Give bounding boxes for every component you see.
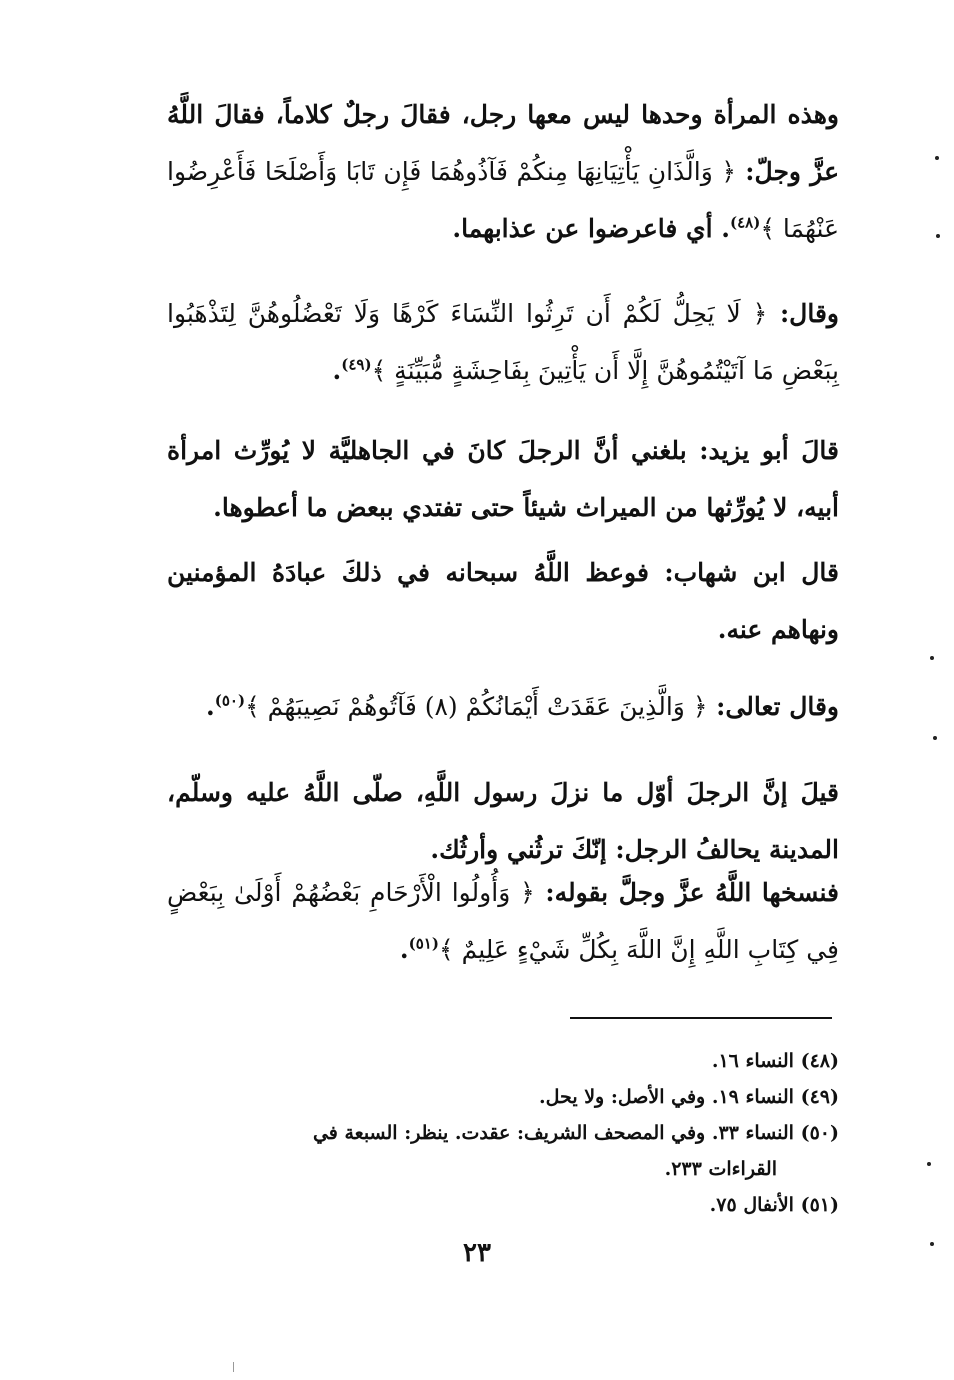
footnote-text: القراءات ٢٣٣.: [664, 1158, 777, 1180]
body-text: وهذه المرأة وحدها ليس معها رجل، فقالَ رجلٌ كلاماً، فقالَ اللَّهُ عزَّ وجلّ:: [167, 100, 840, 186]
footnote-48: [167, 1044, 839, 1078]
ornate-bracket: ﴿: [752, 299, 768, 328]
paragraph-6: [167, 764, 839, 878]
footnote-number: (٥١): [800, 1194, 839, 1216]
ornate-bracket: ﴾: [245, 692, 260, 721]
paragraph-2: [167, 285, 839, 399]
footnote-text: النساء ١٦.: [711, 1050, 794, 1072]
footnote-reference: (٥١): [408, 934, 439, 953]
footnote-reference: (٤٨): [729, 213, 761, 232]
scan-speck: [933, 736, 937, 740]
body-text: قيلَ إنَّ الرجلَ أوّل ما نزلَ رسول اللَّهِ، صلّى اللَّهُ عليه وسلّم، المدينة يحالفُ الرجل: إنّكَ ترثُني وأرثُك.: [167, 778, 839, 864]
footnote-reference: (٤٩): [341, 355, 372, 374]
footnote-text: الأنفال ٧٥.: [709, 1194, 794, 1216]
footnote-51: [167, 1188, 839, 1222]
body-text: .: [399, 935, 409, 964]
footnote-number: (٤٩): [800, 1086, 839, 1108]
body-text: . أي فاعرضوا عن عذابهما.: [452, 214, 730, 243]
quran-verse: وَالَّذَانِ يَأْتِيَانِهَا مِنكُمْ فَآذُوهُمَا فَإِن تَابَا وَأَصْلَحَا فَأَعْرِضُوا عَنْهُمَا: [167, 157, 839, 243]
body-text: فنسخها اللَّهُ عزَّ وجلَّ بقوله:: [534, 878, 839, 907]
scan-speck: [936, 234, 940, 238]
body-text: وقال تعالى:: [707, 692, 839, 721]
paragraph-5: [167, 678, 839, 735]
footnote-text: النساء ١٩. وفي الأصل: ولا يحل.: [539, 1086, 794, 1108]
ornate-bracket: ﴾: [760, 214, 775, 243]
body-text: قال ابن شهاب: فوعظ اللَّهُ سبحانه في ذلكَ عبادَهُ المؤمنين ونهاهم عنه.: [167, 558, 839, 644]
footnote-49: [167, 1080, 839, 1114]
ornate-bracket: ﴿: [721, 157, 736, 186]
body-text: قالَ أبو يزيد: بلغني أنَّ الرجلَ كانَ في الجاهليَّة لا يُورِّث امرأة أبيه، لا يُورِّثها من الميراث شيئاً حتى تفتدي ببعض ما أعطوها.: [167, 436, 839, 522]
footnote-50: [167, 1116, 839, 1150]
footnote-number: (٥٠): [800, 1122, 839, 1144]
ornate-bracket: ﴾: [371, 356, 387, 385]
scan-speck: [927, 1162, 931, 1166]
quran-verse: وَالَّذِينَ عَقَدَتْ أَيْمَانُكُمْ (٨) فَآتُوهُمْ نَصِيبَهُمْ: [259, 692, 693, 721]
footnote-text: النساء ٣٣. وفي المصحف الشريف: عقدت. ينظر: السبعة في: [312, 1122, 794, 1144]
scan-speck: [930, 656, 934, 660]
scan-speck: [935, 156, 939, 160]
paragraph-4: [167, 544, 839, 658]
body-text: وقال:: [767, 299, 839, 328]
footnote-number: (٤٨): [800, 1050, 839, 1072]
body-text: .: [206, 692, 215, 721]
page-number: ٢٣: [463, 1238, 491, 1268]
footnote-reference: (٥٠): [214, 691, 246, 710]
paragraph-7: [167, 864, 839, 978]
ornate-bracket: ﴿: [692, 692, 708, 721]
footnote-50-continuation: [167, 1152, 839, 1186]
body-text: .: [332, 356, 342, 385]
ornate-bracket: ﴾: [438, 935, 454, 964]
scan-speck: [930, 1242, 934, 1246]
paragraph-3: [167, 422, 839, 536]
footnote-separator: [570, 1017, 832, 1019]
paragraph-1: [167, 86, 839, 257]
quran-verse: لَا يَحِلُّ لَكُمْ أَن تَرِثُوا النِّسَاءَ كَرْهًا وَلَا تَعْضُلُوهُنَّ لِتَذْهَبُوا بِبَعْضِ مَا آتَيْتُمُوهُنَّ إِلَّا أَن يَأْتِينَ بِفَاحِشَةٍ مُّبَيِّنَةٍ: [167, 299, 839, 385]
ornate-bracket: ﴿: [520, 878, 535, 907]
quran-verse: وَأُولُوا الْأَرْحَامِ بَعْضُهُمْ أَوْلَىٰ بِبَعْضٍ فِي كِتَابِ اللَّهِ إِنَّ اللَّهَ بِكُلِّ شَيْءٍ عَلِيمٌ: [167, 878, 839, 964]
scan-mark: [233, 1362, 234, 1372]
